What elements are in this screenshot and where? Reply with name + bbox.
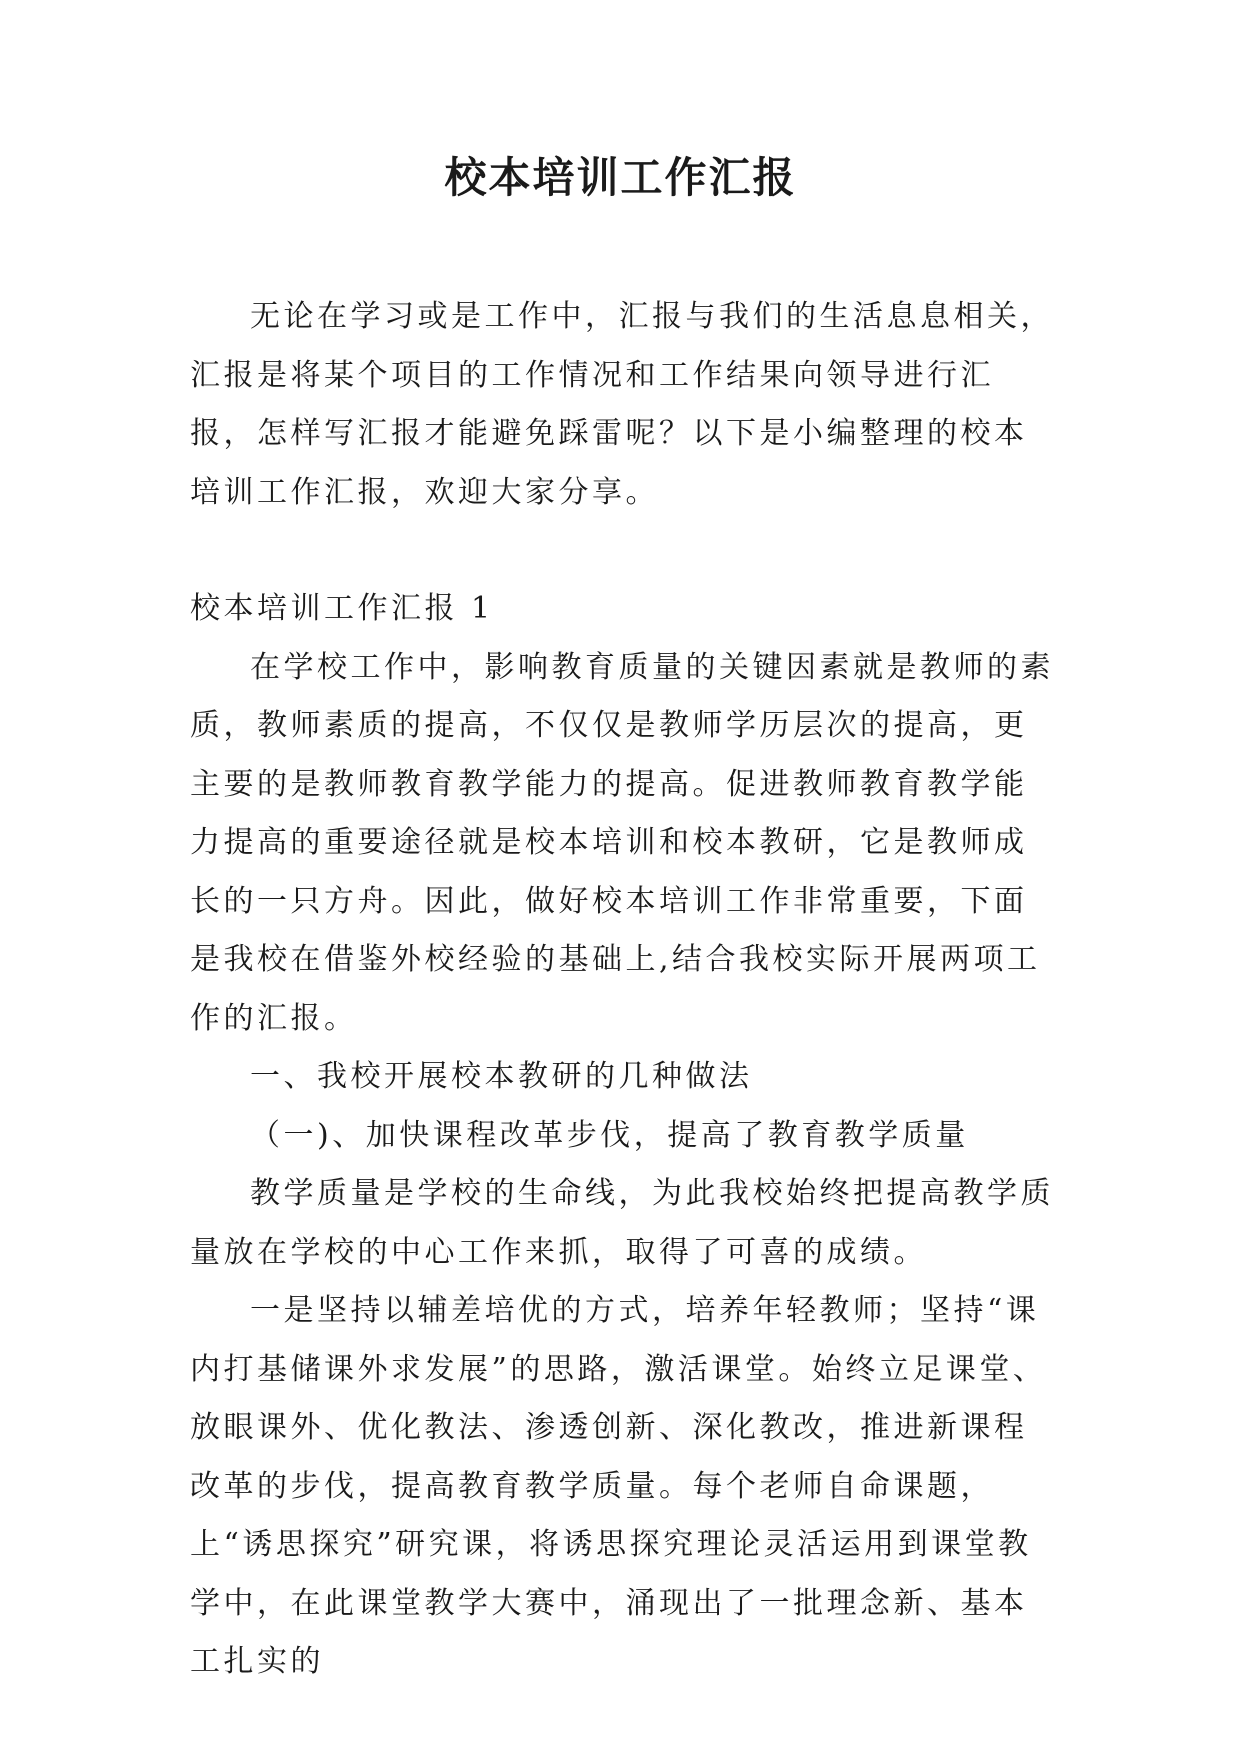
- subsection-heading: 一、我校开展校本教研的几种做法: [250, 1059, 753, 1094]
- intro-paragraph: 无论在学习或是工作中，汇报与我们的生活息息相关，汇报是将某个项目的工作情况和工作结果向领导进行汇报，怎样写汇报才能避免踩雷呢？以下是小编整理的校本培训工作汇报，欢迎大家分享。: [190, 299, 1054, 510]
- section-heading: 校本培训工作汇报 1: [190, 591, 494, 626]
- subsection-heading-2: （一)、加快课程改革步伐，提高了教育教学质量: [250, 1117, 969, 1153]
- body-paragraph: 一是坚持以辅差培优的方式，培养年轻教师；坚持“课内打基储课外求发展”的思路，激活课堂。始终立足课堂、放眼课外、优化教法、渗透创新、深化教改，推进新课程改革的步伐，提高教育教学质量。每个老师自命课题，上“诱思探究”研究课，将诱思探究理论灵活运用到课堂教学中，在此课堂教学大赛中，涌现出了一批理念新、基本工扎实的: [190, 1293, 1047, 1679]
- document-title: 校本培训工作汇报: [444, 153, 797, 202]
- body-paragraph: 在学校工作中，影响教育质量的关键因素就是教师的素质，教师素质的提高，不仅仅是教师学历层次的提高，更主要的是教师教育教学能力的提高。促进教师教育教学能力提高的重要途径就是校本培训和校本教研，它是教师成长的一只方舟。因此，做好校本培训工作非常重要，下面是我校在借鉴外校经验的基础上,结合我校实际开展两项工作的汇报。: [190, 649, 1054, 1036]
- body-paragraph: 教学质量是学校的生命线，为此我校始终把提高教学质量放在学校的中心工作来抓，取得了可喜的成绩。: [190, 1176, 1054, 1270]
- document-body: [190, 288, 1060, 1692]
